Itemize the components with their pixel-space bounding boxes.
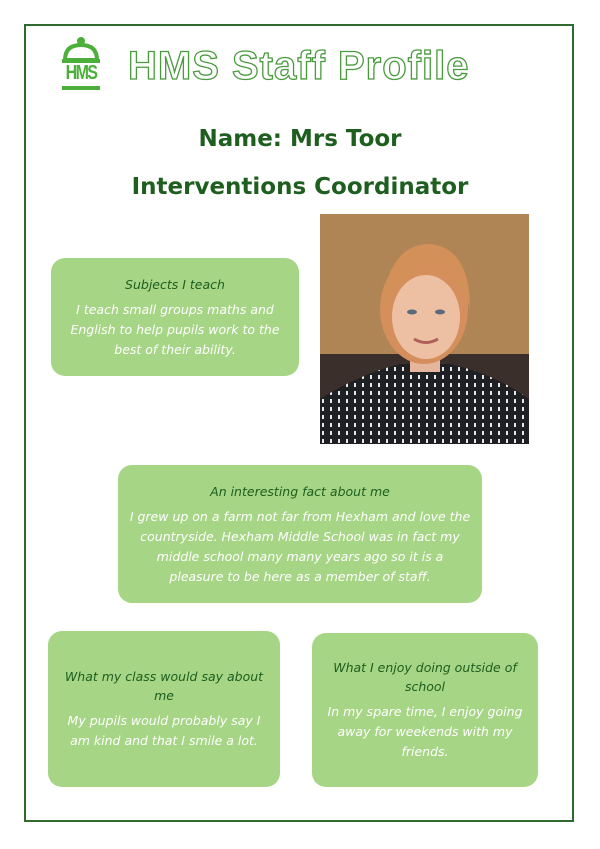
subjects-card xyxy=(51,258,299,376)
interesting-fact-card xyxy=(118,465,482,603)
outside-card-title: What I enjoy doing outside of school xyxy=(333,660,517,694)
class-card-body: My pupils would probably say I am kind and that I smile a lot. xyxy=(67,713,261,748)
logo-subtitle-bar xyxy=(62,86,100,90)
outside-school-card xyxy=(312,633,538,787)
staff-photo xyxy=(320,214,529,444)
school-logo xyxy=(60,36,102,102)
class-says-card xyxy=(48,631,280,787)
fact-card-body: I grew up on a farm not far from Hexham and love the countryside. Hexham Middle School was in fact my middle school many many years ago so it is a pleasure to be here as a member of staff. xyxy=(129,508,471,584)
page-title: HMS Staff Profile xyxy=(128,44,470,88)
class-card-title: What my class would say about me xyxy=(64,669,264,703)
staff-name: Name: Mrs Toor xyxy=(198,126,402,152)
subjects-card-title: Subjects I teach xyxy=(125,276,225,292)
portrait-illustration xyxy=(320,214,529,444)
subjects-card-body: I teach small groups maths and English to help pupils work to the best of their ability. xyxy=(70,301,280,357)
fact-card-title: An interesting fact about me xyxy=(210,483,390,499)
dome-icon xyxy=(60,36,102,64)
logo-text: HMS xyxy=(65,62,97,84)
outside-card-body: In my spare time, I enjoy going away for weekends with my friends. xyxy=(327,704,523,759)
staff-role: Interventions Coordinator xyxy=(131,174,469,200)
